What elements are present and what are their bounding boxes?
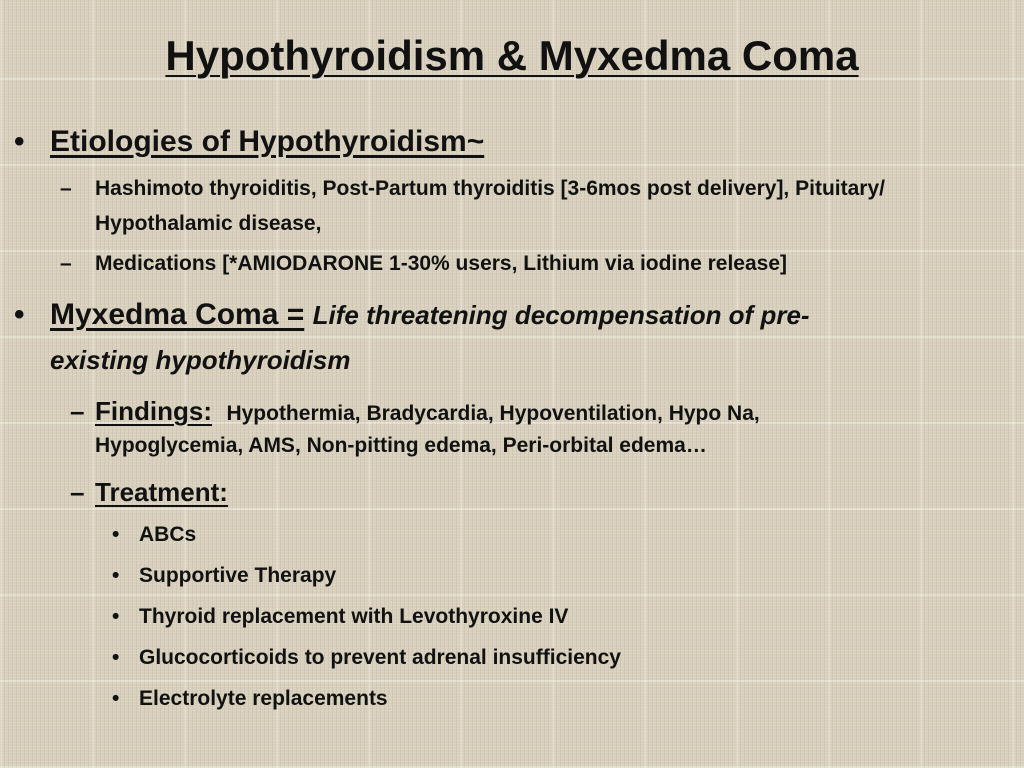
sub-bullet-marker: • xyxy=(112,687,120,710)
findings-text-line1: Hypothermia, Bradycardia, Hypoventilation, Hypo Na, xyxy=(226,402,760,425)
dash-marker: – xyxy=(60,252,72,275)
dash-marker: – xyxy=(70,477,85,507)
treatment-item: Glucocorticoids to prevent adrenal insufficiency xyxy=(139,646,621,669)
bullet-marker: • xyxy=(14,125,25,158)
findings-line2: Hypoglycemia, AMS, Non-pitting edema, Peri-orbital edema… xyxy=(95,434,707,457)
bullet-marker: • xyxy=(14,298,25,331)
sub-bullet-marker: • xyxy=(112,646,120,669)
slide-title xyxy=(0,30,1024,82)
etiology-item-2: Medications [*AMIODARONE 1-30% users, Lithium via iodine release] xyxy=(95,252,788,275)
myxedema-definition-line2: existing hypothyroidism xyxy=(50,345,351,375)
myxedema-heading-text: Myxedma Coma = xyxy=(50,298,305,331)
dash-marker: – xyxy=(70,396,85,426)
treatment-item: ABCs xyxy=(139,523,197,546)
etiology-item-1: Hashimoto thyroiditis, Post-Partum thyroiditis [3-6mos post delivery], Pituitary/ Hypothalamic disease, xyxy=(95,177,885,235)
slide-title-text: Hypothyroidism & Myxedma Coma xyxy=(165,32,859,79)
dash-marker: – xyxy=(60,177,72,200)
etiologies-heading xyxy=(50,120,484,164)
myxedema-heading xyxy=(50,293,810,337)
sub-bullet-marker: • xyxy=(112,605,120,628)
myxedema-definition-line1: Life threatening decompensation of pre- xyxy=(312,300,810,330)
treatment-item: Supportive Therapy xyxy=(139,564,337,587)
findings-label: Findings: xyxy=(95,396,212,426)
treatment-item: Thyroid replacement with Levothyroxine IV xyxy=(139,605,569,628)
treatment-label-text: Treatment: xyxy=(95,477,228,507)
treatment-item: Electrolyte replacements xyxy=(139,687,388,710)
sub-bullet-marker: • xyxy=(112,523,120,546)
treatment-label xyxy=(95,470,228,514)
etiologies-heading-text: Etiologies of Hypothyroidism~ xyxy=(50,125,485,158)
sub-bullet-marker: • xyxy=(112,564,120,587)
